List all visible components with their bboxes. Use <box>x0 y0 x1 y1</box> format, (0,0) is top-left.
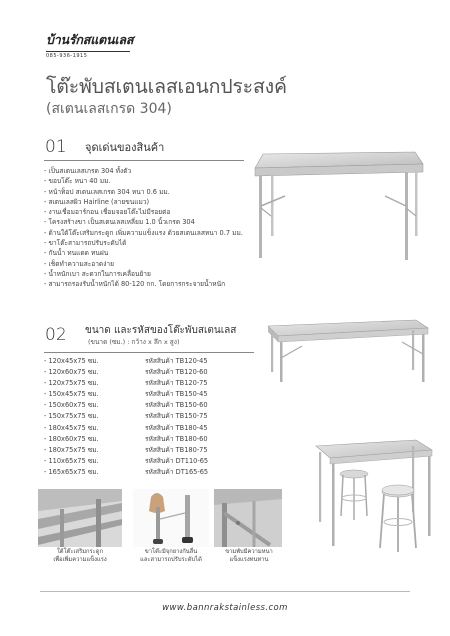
product-code: รหัสสินค้า TB120-60 <box>144 368 208 377</box>
section2-heading: ขนาด และรหัสของโต๊ะพับสเตนเลส <box>85 325 237 336</box>
size-list <box>44 356 244 478</box>
product-code: รหัสสินค้า TB120-75 <box>144 379 208 388</box>
dining-table-with-stools-image <box>312 436 436 554</box>
caption-line: และสามารถปรับระดับได้ <box>140 557 202 563</box>
product-code: รหัสสินค้า TB180-45 <box>144 423 208 432</box>
feature-item: - ขาโต๊ะสามารถปรับระดับได้ <box>44 239 127 248</box>
logo-name: บ้านรักสแตนเลส <box>46 32 134 47</box>
size-value: - 180x45x75 ซม. <box>44 423 99 432</box>
long-table-image <box>262 318 430 388</box>
logo-divider <box>46 51 130 52</box>
section1-heading: จุดเด่นของสินค้า <box>85 141 165 154</box>
footer-divider <box>40 591 410 592</box>
size-value: - 120x45x75 ซม. <box>44 357 99 365</box>
size-value: - 120x75x75 ซม. <box>44 379 99 388</box>
caption-line: เพื่อเพิ่มความแข็งแรง <box>53 557 107 563</box>
size-value: - 180x75x75 ซม. <box>44 445 99 454</box>
caption-line: ใต้โต๊ะเสริมกระดูก <box>56 549 104 555</box>
size-value: - 110x65x75 ซม. <box>44 456 99 465</box>
page-subtitle: (สเตนเลสเกรด 304) <box>46 101 172 117</box>
size-row <box>44 389 244 400</box>
caption-line: ขามพับมีความหนา <box>225 549 273 555</box>
detail-photo-underside <box>38 489 122 547</box>
product-code: รหัสสินค้า DT165-65 <box>144 467 209 476</box>
size-row <box>44 356 244 367</box>
brand-logo <box>46 30 133 59</box>
feature-item: - สเตนเลสผิว Hairline (ลายขนแมว) <box>44 197 150 206</box>
section2-divider <box>44 352 254 353</box>
feature-item: - ขอบโต๊ะ หนา 40 มม. <box>44 177 111 186</box>
detail-photo-hinge <box>214 489 282 547</box>
product-code: รหัสสินค้า TB180-75 <box>144 445 208 454</box>
feature-list <box>44 166 264 290</box>
feature-item: - เป็นสเตนเลสเกรด 304 ทั้งตัว <box>44 167 132 175</box>
size-row <box>44 400 244 411</box>
size-value: - 180x60x75 ซม. <box>44 434 99 443</box>
size-row <box>44 456 244 467</box>
size-value: - 150x75x75 ซม. <box>44 412 99 421</box>
size-value: - 150x60x75 ซม. <box>44 401 99 410</box>
product-code: รหัสสินค้า DT110-65 <box>144 456 209 465</box>
feature-item: - โครงสร้างขา เป็นสเตนเลสเหลี่ยม 1.0 นิ้วเกรด 304 <box>44 218 195 227</box>
feature-item: - กันน้ำ ทนแดด ทนฝน <box>44 249 109 258</box>
caption-line: แข็งแรงทนทาน <box>229 557 269 563</box>
feature-item: - งานเชื่อมอาร์กอน เชื่อมจอยโต๊ะไม่มีรอยต่อ <box>44 208 171 217</box>
feature-item: - น้ำหนักเบา สะดวกในการเคลื่อนย้าย <box>44 269 151 278</box>
product-code: รหัสสินค้า TB150-60 <box>144 401 208 410</box>
section1-divider <box>44 160 244 161</box>
size-row <box>44 423 244 434</box>
size-value: - 165x65x75 ซม. <box>44 467 99 476</box>
logo-phone: 085-936-1915 <box>46 53 88 59</box>
size-row <box>44 445 244 456</box>
feature-item: - หน้าท็อป สเตนเลสเกรด 304 หนา 0.6 มม. <box>44 187 170 196</box>
size-row <box>44 467 244 478</box>
product-code: รหัสสินค้า TB120-45 <box>144 357 208 365</box>
product-code: รหัสสินค้า TB180-60 <box>144 434 208 443</box>
caption-hinge <box>199 548 299 564</box>
size-value: - 150x45x75 ซม. <box>44 390 99 399</box>
feature-item: - เช็ดทำความสะอาดง่าย <box>44 259 114 268</box>
caption-underside <box>30 548 130 564</box>
size-row <box>44 378 244 389</box>
folding-table-image <box>245 146 425 266</box>
feature-item: - ด้านใต้โต๊ะเสริมกระดูก เพิ่มความแข็งแรง ด้วยสเตนเลสหนา 0.7 มม. <box>44 228 243 237</box>
page-title: โต๊ะพับสเตนเลสเอนกประสงค์ <box>46 75 287 98</box>
size-row <box>44 411 244 422</box>
size-row <box>44 434 244 445</box>
product-code: รหัสสินค้า TB150-75 <box>144 412 208 421</box>
section2-number: 02 <box>45 325 67 345</box>
size-value: - 120x60x75 ซม. <box>44 368 99 377</box>
detail-photo-leg <box>133 489 209 547</box>
product-code: รหัสสินค้า TB150-45 <box>144 390 208 399</box>
size-row <box>44 367 244 378</box>
section1-number: 01 <box>45 137 67 157</box>
caption-line: ขาโต๊ะมีจุกยางกันลื่น <box>144 549 198 555</box>
feature-item: - สามารถรองรับน้ำหนักได้ 80-120 กก. โดยการกระจายน้ำหนัก <box>44 280 226 289</box>
section2-subheading: (ขนาด (ซม.) : กว้าง x ลึก x สูง) <box>88 338 180 346</box>
website-link[interactable]: www.bannrakstainless.com <box>162 603 288 613</box>
